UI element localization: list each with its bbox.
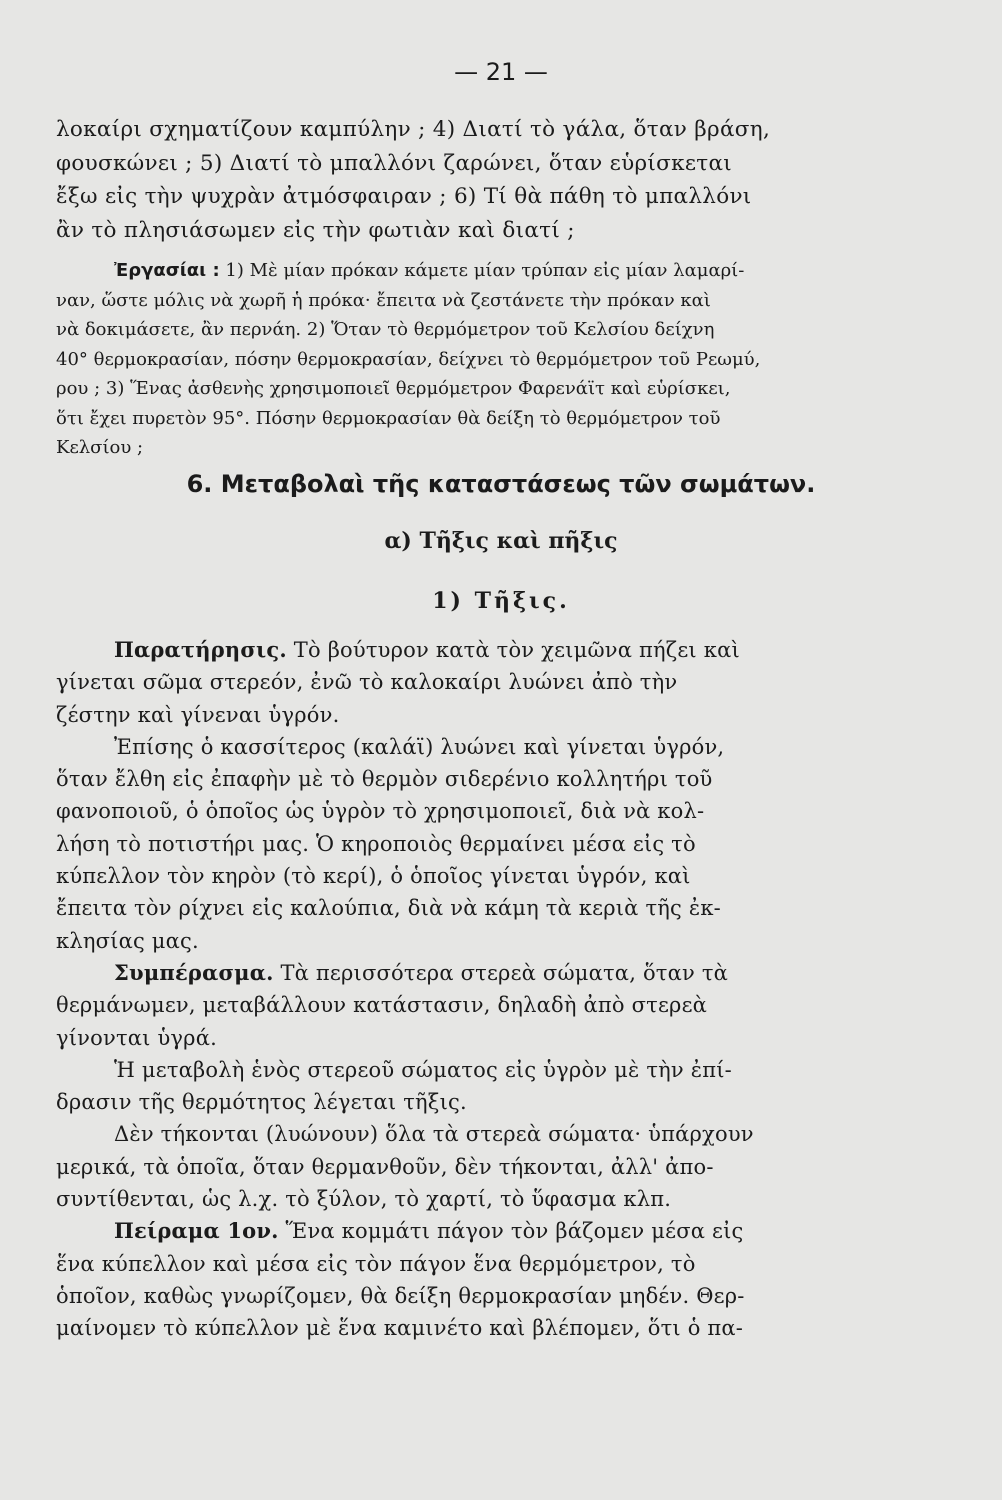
section-subtitle: α) Τῆξις καὶ πῆξις [384, 528, 618, 554]
text-line: μαίνομεν τὸ κύπελλον μὲ ἕνα καμινέτο καὶ βλέπομεν, ὅτι ὁ πα- [56, 1316, 744, 1341]
conclusion-first-line: Τὰ περισσότερα στερεὰ σώματα, ὅταν τὰ [273, 960, 729, 985]
text-line: ρου ; 3) Ἕνας ἀσθενὴς χρησιμοποιεῖ θερμόμετρον Φαρενάϊτ καὶ εὑρίσκει, [56, 378, 731, 399]
text-line [56, 1215, 876, 1247]
text-line: κύπελλον τὸν κηρὸν (τὸ κερί), ὁ ὁποῖος γίνεται ὑγρόν, καὶ [56, 864, 691, 889]
text-line: φουσκώνει ; 5) Διατί τὸ μπαλλόνι ζαρώνει, ὅταν εὑρίσκεται [56, 150, 733, 176]
text-line: Δὲν τήκονται (λυώνουν) ὅλα τὰ στερεὰ σώματα· ὑπάρχουν [114, 1122, 754, 1147]
text-line: ὁποῖον, καθὼς γνωρίζομεν, θὰ δείξη θερμοκρασίαν μηδέν. Θερ- [56, 1283, 745, 1308]
text-line: κλησίας μας. [56, 928, 199, 953]
text-line: φανοποιοῦ, ὁ ὁποῖος ὡς ὑγρὸν τὸ χρησιμοποιεῖ, διὰ νὰ κολ- [56, 799, 705, 824]
text-line: ναν, ὥστε μόλις νὰ χωρῆ ἡ πρόκα· ἔπειτα νὰ ζεστάνετε τὴν πρόκαν καὶ [56, 289, 711, 311]
text-line [56, 634, 876, 666]
page-number: — 21 — [454, 58, 548, 86]
text-line: 40° θερμοκρασίαν, πόσην θερμοκρασίαν, δείχνει τὸ θερμόμετρον τοῦ Ρεωμύ, [56, 348, 761, 370]
text-line: Ἡ μεταβολὴ ἑνὸς στερεοῦ σώματος εἰς ὑγρὸν μὲ τὴν ἐπί- [114, 1057, 732, 1082]
text-line: λήση τὸ ποτιστήρι μας. Ὁ κηροποιὸς θερμαίνει μέσα εἰς τὸ [56, 831, 696, 856]
section-subsubtitle: 1) Τῆξις. [432, 588, 570, 614]
text-line [56, 957, 876, 989]
observation-first-line: Τὸ βούτυρον κατὰ τὸν χειμῶνα πήζει καὶ [286, 638, 740, 662]
body-text [56, 634, 876, 1345]
text-line: δρασιν τῆς θερμότητος λέγεται τῆξις. [56, 1090, 467, 1115]
text-line: ὅτι ἔχει πυρετὸν 95°. Πόσην θερμοκρασίαν θὰ δείξη τὸ θερμόμετρον τοῦ [56, 407, 721, 429]
text-line: νὰ δοκιμάσετε, ἂν περνάη. 2) Ὅταν τὸ θερμόμετρον τοῦ Κελσίου δείχνη [56, 319, 715, 340]
text-line: ζέστην καὶ γίνεναι ὑγρόν. [56, 702, 340, 727]
text-line [56, 256, 876, 286]
text-line: Ἐπίσης ὁ κασσίτερος (καλάϊ) λυώνει καὶ γίνεται ὑγρόν, [114, 734, 725, 759]
experiment-label: Πείραμα 1ον. [114, 1218, 279, 1244]
exercises-label: Ἐργασίαι : [114, 260, 220, 281]
text-line: γίνεται σῶμα στερεόν, ἐνῶ τὸ καλοκαίρι λυώνει ἀπὸ τὴν [56, 670, 678, 695]
section-title: 6. Μεταβολαὶ τῆς καταστάσεως τῶν σωμάτων. [186, 470, 816, 498]
text-line: γίνονται ὑγρά. [56, 1025, 217, 1050]
text-line: ἔξω εἰς τὴν ψυχρὰν ἀτμόσφαιραν ; 6) Τί θὰ πάθη τὸ μπαλλόνι [56, 184, 752, 209]
experiment-first-line: Ἕνα κομμάτι πάγον τὸν βάζομεν μέσα εἰς [278, 1219, 744, 1244]
text-line: θερμάνωμεν, μεταβάλλουν κατάστασιν, δηλαδὴ ἀπὸ στερεὰ [56, 993, 708, 1018]
conclusion-label: Συμπέρασμα. [114, 959, 274, 985]
exercises-paragraph [56, 256, 876, 463]
text-line: λοκαίρι σχηματίζουν καμπύλην ; 4) Διατί τὸ γάλα, ὅταν βράση, [56, 117, 771, 142]
text-line: ἂν τὸ πλησιάσωμεν εἰς τὴν φωτιὰν καὶ διατί ; [56, 217, 575, 243]
text-line: ὅταν ἔλθη εἰς ἐπαφὴν μὲ τὸ θερμὸν σιδερένιο κολλητήρι τοῦ [56, 767, 713, 792]
questions-paragraph [56, 113, 876, 247]
observation-label: Παρατήρησις. [114, 637, 287, 662]
exercises-first-line: 1) Μὲ μίαν πρόκαν κάμετε μίαν τρύπαν εἰς μίαν λαμαρί- [225, 260, 745, 281]
text-line: ἕνα κύπελλον καὶ μέσα εἰς τὸν πάγον ἕνα θερμόμετρον, τὸ [56, 1251, 696, 1276]
text-line: συντίθενται, ὡς λ.χ. τὸ ξύλον, τὸ χαρτί, τὸ ὕφασμα κλπ. [56, 1187, 672, 1212]
text-line: ἔπειτα τὸν ρίχνει εἰς καλούπια, διὰ νὰ κάμη τὰ κεριὰ τῆς ἐκ- [56, 896, 721, 921]
text-line: Κελσίου ; [56, 437, 144, 458]
text-line: μερικά, τὰ ὁποῖα, ὅταν θερμανθοῦν, δὲν τήκονται, ἀλλ' ἀπο- [56, 1154, 714, 1179]
